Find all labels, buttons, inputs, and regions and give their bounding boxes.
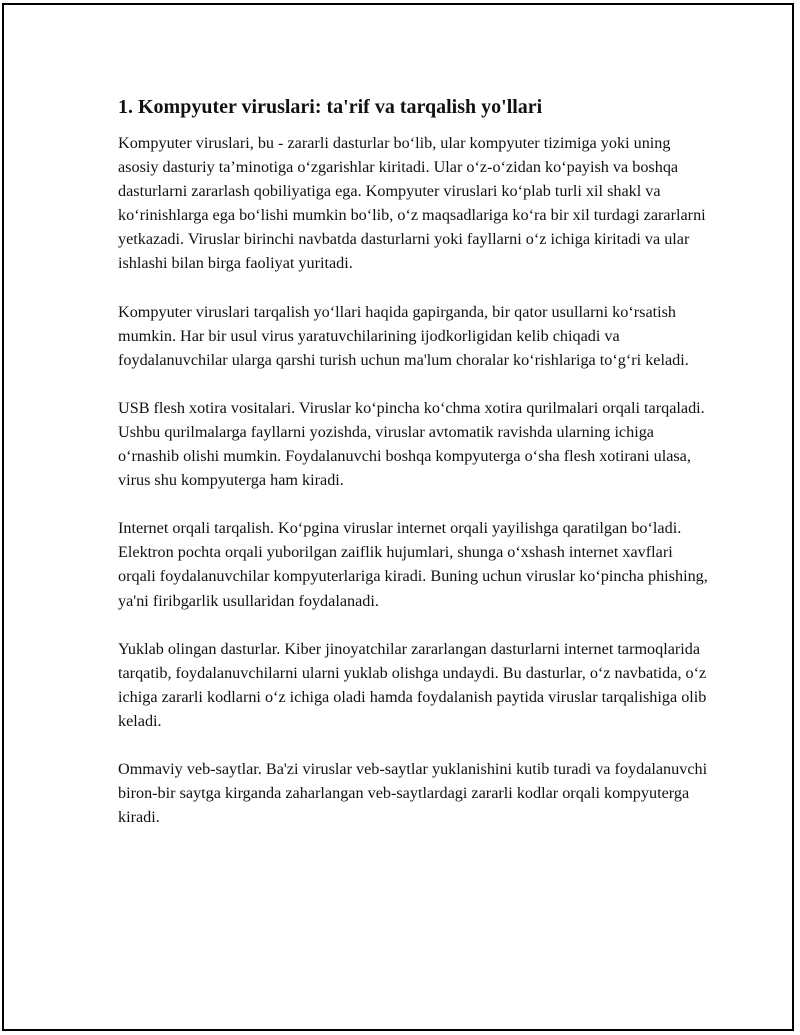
paragraph-internet: Internet orqali tarqalish. Ko‘pgina viruslar internet orqali yayilishga qaratilgan bo‘ladi. Elektron pochta orqali yuborilgan zaiflik hujumlari, shunga o‘xshash internet xavflari orqali foydalanuvchilar kompyuterlariga kiradi. Buning uchun viruslar ko‘pincha phishing, ya'ni firibgarlik usullaridan foydalanadi.: [118, 519, 708, 610]
paragraph-spread-intro: Kompyuter viruslari tarqalish yo‘llari haqida gapirganda, bir qator usullarni ko‘rsatish mumkin. Har bir usul virus yaratuvchilarining ijodkorligidan kelib chiqadi va foydalanuvchilar ularga qarshi turish uchun ma'lum choralar ko‘rishlariga to‘g‘ri keladi.: [118, 302, 689, 369]
section-heading: 1. Kompyuter viruslari: ta'rif va tarqalish yo'llari: [118, 96, 543, 118]
paragraph-definition: Kompyuter viruslari, bu - zararli dasturlar bo‘lib, ular kompyuter tizimiga yoki uning asosiy dasturiy ta’minotiga o‘zgarishlar kiritadi. Ular o‘z-o‘zidan ko‘payish va boshqa dasturlarni zararlash qobiliyatiga ega. Kompyuter viruslari ko‘plab turli xil shakl va ko‘rinishlarga ega bo‘lishi mumkin bo‘lib, o‘z maqsadlariga ko‘ra bir xil turdagi zararlarni yetkazadi. Viruslar birinchi navbatda dasturlarni yoki fayllarni o‘z ichiga kiritadi va ular ishlashi bilan birga faoliyat yuritadi.: [118, 134, 706, 273]
paragraph-usb: USB flesh xotira vositalari. Viruslar ko‘pincha ko‘chma xotira qurilmalari orqali tarqaladi. Ushbu qurilmalarga fayllarni yozishda, viruslar avtomatik ravishda ularning ichiga o‘rnashib olishi mumkin. Foydalanuvchi boshqa kompyuterga o‘sha flesh xotirani ulasa, virus shu kompyuterga ham kiradi.: [118, 398, 705, 490]
paragraph-downloads: Yuklab olingan dasturlar. Kiber jinoyatchilar zararlangan dasturlarni internet tarmoqlarida tarqatib, foydalanuvchilarni ularni yuklab olishga undaydi. Bu dasturlar, o‘z navbatida, o‘z ichiga zararli kodlarni o‘z ichiga oladi hamda foydalanish paytida viruslar tarqalishiga olib keladi.: [118, 639, 707, 730]
paragraph-websites: Ommaviy veb-saytlar. Ba'zi viruslar veb-saytlar yuklanishini kutib turadi va foydalanuvchi biron-bir saytga kirganda zaharlangan veb-saytlardagi zararli kodlar orqali kompyuterga kiradi.: [118, 759, 708, 827]
document-body: [118, 93, 708, 853]
